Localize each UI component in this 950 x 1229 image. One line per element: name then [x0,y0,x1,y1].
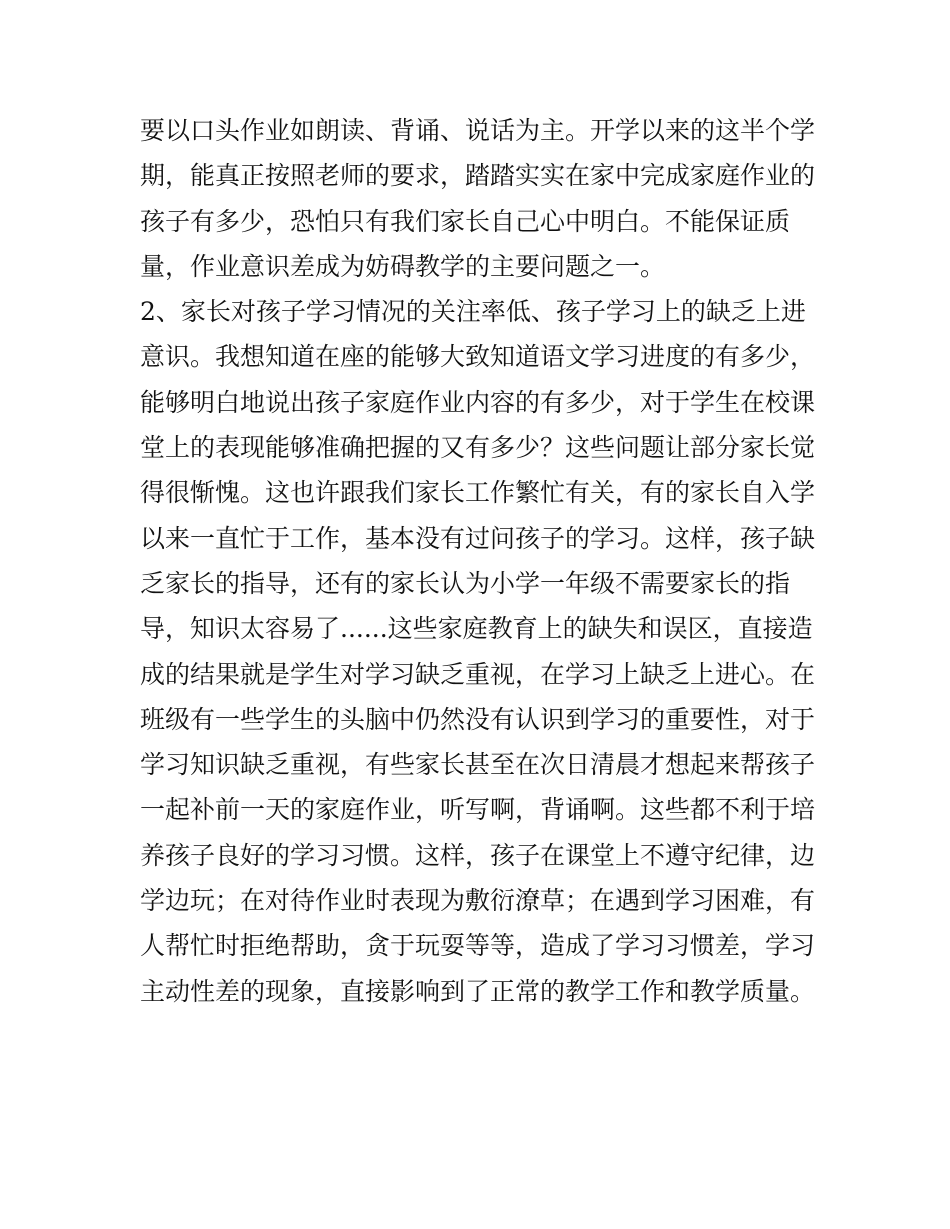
text-line: 堂上的表现能够准确把握的又有多少？这些问题让部分家长觉 [140,433,816,463]
text-line: 得很惭愧。这也许跟我们家长工作繁忙有关，有的家长自入学 [140,478,816,508]
text-line: 导，知识太容易了......这些家庭教育上的缺失和误区，直接造 [140,614,813,644]
text-line: 要以口头作业如朗读、背诵、说话为主。开学以来的这半个学 [140,116,816,145]
text-line: 主动性差的现象，直接影响到了正常的教学工作和教学质量。 [140,976,816,1006]
text-line: 人帮忙时拒绝帮助，贪于玩耍等等，造成了学习习惯差，学习 [140,931,816,961]
text-line: 一起补前一天的家庭作业，听写啊，背诵啊。这些都不利于培 [140,795,816,825]
text-line: 量，作业意识差成为妨碍教学的主要问题之一。 [140,251,666,281]
text-line: 2、家长对孩子学习情况的关注率低、孩子学习上的缺乏上进 [140,297,806,327]
text-line: 以来一直忙于工作，基本没有过问孩子的学习。这样，孩子缺 [140,523,816,553]
text-line: 养孩子良好的学习习惯。这样，孩子在课堂上不遵守纪律，边 [140,840,816,870]
text-line: 意识。我想知道在座的能够大致知道语文学习进度的有多少， [140,342,816,372]
text-line: 学习知识缺乏重视，有些家长甚至在次日清晨才想起来帮孩子 [140,750,816,780]
text-line: 期，能真正按照老师的要求，踏踏实实在家中完成家庭作业的 [140,161,816,191]
text-line: 成的结果就是学生对学习缺乏重视，在学习上缺乏上进心。在 [140,659,816,689]
text-line: 乏家长的指导，还有的家长认为小学一年级不需要家长的指 [140,568,791,598]
body-text [140,108,820,1014]
text-line: 学边玩；在对待作业时表现为敷衍潦草；在遇到学习困难，有 [140,886,816,916]
text-line: 孩子有多少，恐怕只有我们家长自己心中明白。不能保证质 [140,206,791,236]
text-line: 能够明白地说出孩子家庭作业内容的有多少，对于学生在校课 [140,387,816,417]
text-line: 班级有一些学生的头脑中仍然没有认识到学习的重要性，对于 [140,704,816,734]
